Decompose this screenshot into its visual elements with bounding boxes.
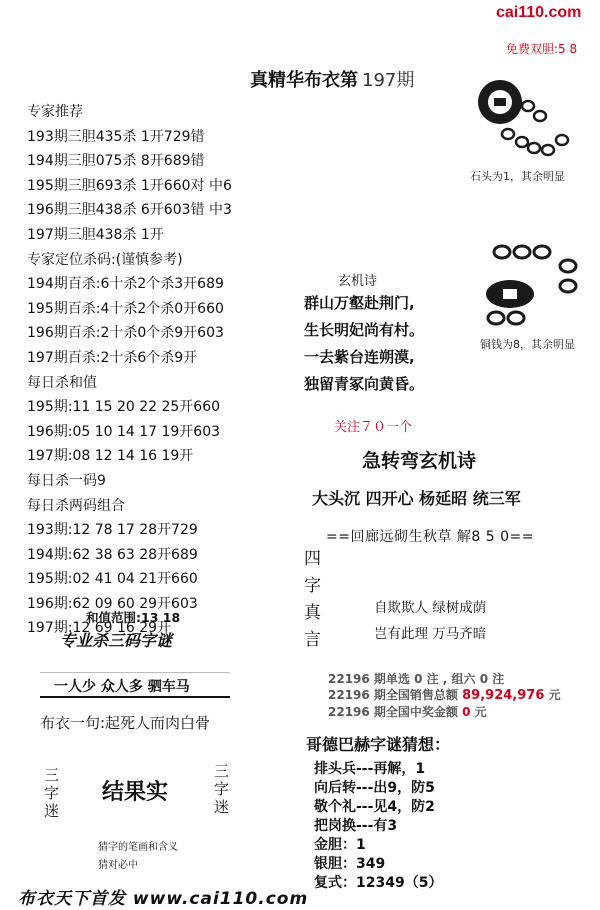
list-item: 197期三胆438杀 1开 [27, 226, 164, 243]
poem-title: 玄机诗 [338, 274, 378, 289]
hint-text: 猜字的笔画和含义 [98, 842, 178, 853]
lottery-line-2 [328, 686, 561, 703]
list-item: 193期三胆435杀 1开729错 [27, 128, 205, 145]
list-item: 197期:08 12 14 16 19开 [27, 448, 194, 465]
riddle-phrase: 一人少 众人多 驷车马 [54, 679, 190, 695]
list-item: 金胆：1 [314, 837, 366, 853]
list-item: 194期:62 38 63 28开689 [27, 546, 198, 563]
riddle-result: 结果实 [102, 780, 169, 805]
lottery-line-1: 22196 期单选 0 注 , 组六 0 注 [328, 672, 505, 686]
list-item: 敬个礼---见4，防2 [314, 799, 435, 815]
footer-banner: 布衣天下首发 www.cai110.com [18, 889, 309, 909]
list-item: 197期:12 69 16 29开 [27, 620, 172, 637]
list-item: 排头兵---再解，1 [314, 761, 426, 777]
page-title [250, 66, 414, 92]
list-item: 银胆：349 [314, 856, 386, 872]
list-item: 195期:02 41 04 21开660 [27, 571, 198, 588]
expert-heading: 专家推荐 [27, 104, 83, 120]
list-item: 196期:05 10 14 17 19开603 [27, 423, 221, 440]
stone-glyph [494, 98, 506, 106]
three-char-right: 三字迷 [214, 762, 230, 816]
four-words-2: 岂有此理 万马齐暗 [374, 626, 487, 642]
lottery-sales-unit: 元 [548, 688, 561, 702]
list-item: 195期三胆693杀 1开660对 中6 [27, 177, 232, 194]
stone-illustration [470, 72, 580, 168]
site-logo: cai110.com [496, 4, 582, 21]
daily-sum-heading: 每日杀和值 [27, 374, 97, 391]
list-item: 196期百杀:2十杀0个杀9开603 [27, 325, 224, 342]
list-item: 向后转---出9，防5 [314, 780, 435, 796]
poem [304, 290, 424, 398]
title-issue: 197期 [362, 70, 415, 91]
four-words-1: 自欺欺人 绿树成荫 [374, 600, 487, 616]
list-item: 196期:62 09 60 29开603 [27, 595, 198, 612]
stone-note: 石头为1，其余明显 [470, 170, 565, 183]
pro-riddle-title: 专业杀三码字谜 [60, 631, 173, 650]
list-item: 193期:12 78 17 28开729 [27, 522, 198, 539]
lottery-sales-label: 22196 期全国销售总额 [328, 688, 458, 702]
hint-text-2: 猜对必中 [98, 860, 138, 871]
four-chars: 四字真言 [304, 549, 321, 650]
lottery-prize-unit: 元 [474, 705, 487, 719]
position-heading: 专家定位杀码:(谨慎参考) [27, 251, 183, 268]
list-item: 196期三胆438杀 6开603错 中3 [27, 202, 232, 219]
daily-two-heading: 每日杀两码组合 [27, 497, 125, 514]
coin-illustration [482, 240, 594, 330]
expert-section [27, 100, 232, 641]
coin-note: 铜钱为8，其余明显 [480, 338, 575, 351]
poem-line: 一去紫台连朔漠, [304, 348, 415, 366]
title-main: 真精华布衣第 [250, 70, 358, 91]
hui-line: ==回廊远砌生秋草 解8 5 0== [326, 529, 534, 545]
list-item: 195期:11 15 20 22 25开660 [27, 399, 221, 416]
turn-poem-title: 急转弯玄机诗 [362, 450, 477, 472]
list-item: 197期百杀:2十杀6个杀9开 [27, 349, 198, 366]
follow-note: 关注７０一个 [334, 420, 413, 435]
lottery-line-3 [328, 703, 487, 720]
poem-line: 独留青冢向黄昏。 [304, 375, 425, 393]
coin-hole [503, 289, 517, 299]
coin-chain-2 [488, 312, 524, 324]
goedel-heading: 哥德巴赫字谜猜想： [306, 735, 451, 754]
list-item: 195期百杀:4十杀2个杀0开660 [27, 300, 224, 317]
buyi-line: 布衣一句:起死人而肉白骨 [40, 714, 211, 732]
free-pick: 免费双胆:5 8 [506, 42, 578, 56]
list-item: 把岗换---有3 [314, 818, 398, 834]
goedel-list [314, 760, 442, 893]
list-item: 194期百杀:6十杀2个杀3开689 [27, 276, 224, 293]
turn-poem-line: 大头沉 四开心 杨延昭 统三军 [312, 489, 521, 508]
poem-line: 生长明妃尚有村。 [304, 321, 425, 339]
lottery-prize-value: 0 [462, 705, 471, 719]
sum-range: 和值范围:13 18 [86, 610, 181, 625]
lottery-prize-label: 22196 期全国中奖金额 [328, 705, 458, 719]
daily-one: 每日杀一码9 [27, 472, 106, 489]
poem-line: 群山万壑赴荆门, [304, 294, 415, 312]
list-item: 194期三胆075杀 8开689错 [27, 153, 205, 170]
lottery-sales-value: 89,924,976 [462, 688, 545, 703]
list-item: 复式：12349（5） [314, 875, 443, 891]
three-char-left: 三字迷 [44, 766, 60, 820]
